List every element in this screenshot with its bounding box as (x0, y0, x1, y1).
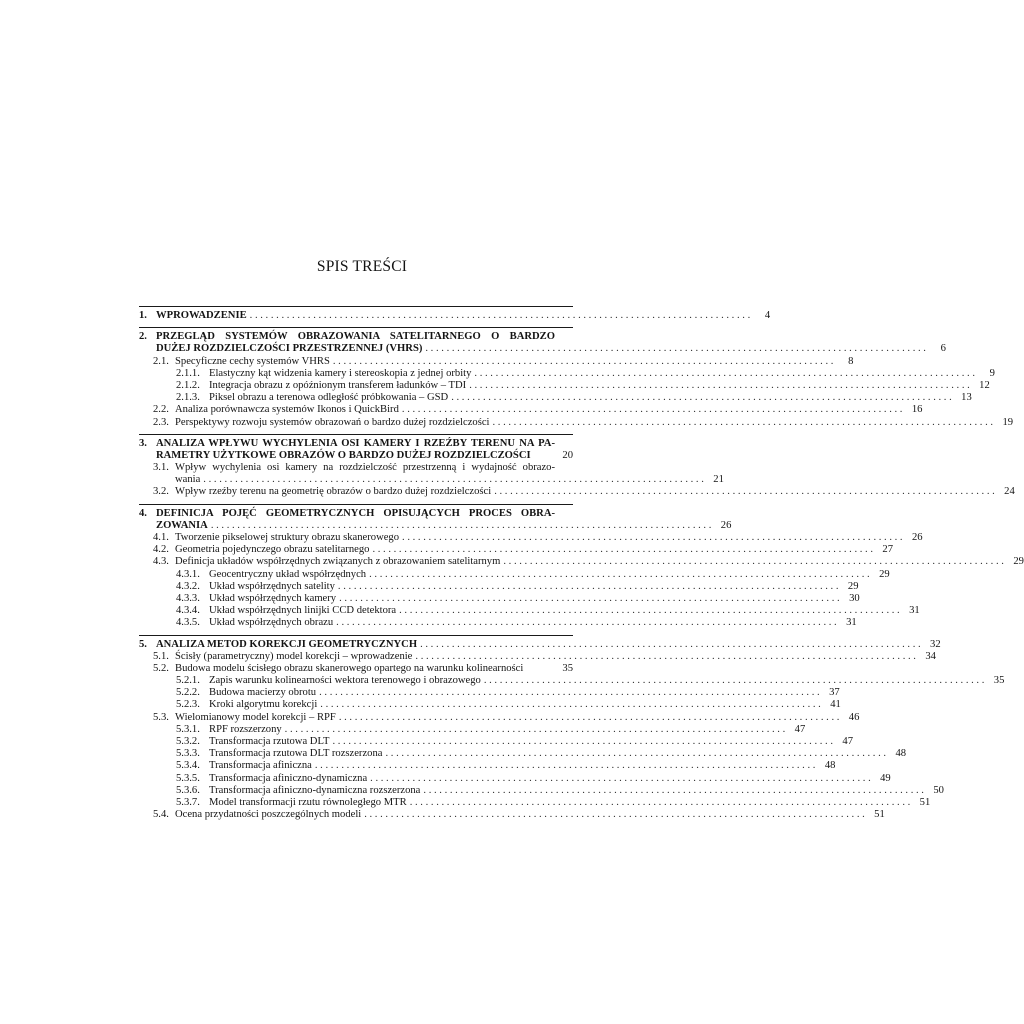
entry-title: Perspektywy rozwoju systemów obrazowań o bardzo dużej rozdzielczości (175, 416, 490, 428)
dot-leader (494, 486, 995, 498)
dot-leader (203, 474, 704, 486)
toc-entry[interactable] (139, 580, 859, 593)
entry-page: 29 (879, 568, 890, 580)
entry-number: 4.1. (153, 532, 169, 543)
entry-number: 5.3.7. (176, 796, 200, 808)
entry-number: 4.3.2. (176, 580, 200, 592)
entry-title: Specyficzne cechy systemów VHRS (175, 355, 330, 367)
toc-entry[interactable] (139, 544, 893, 556)
entry-number: 5.3.5. (176, 772, 200, 784)
entry-number: 2.3. (153, 416, 169, 428)
entry-title-line2: RAMETRY UŻYTKOWE OBRAZÓW O BARDZO DUŻEJ ROZDZIELCZOŚCI (156, 449, 531, 461)
entry-number: 2.1.1. (176, 367, 200, 379)
entry-page: 47 (842, 736, 853, 747)
toc-chapter-3 (139, 434, 1015, 499)
toc-entry[interactable] (139, 605, 920, 617)
toc-entry[interactable] (139, 532, 923, 544)
toc-entry[interactable] (139, 772, 891, 785)
entry-number: 4.3. (153, 556, 169, 568)
entry-page: 34 (925, 650, 936, 662)
page-title: SPIS TREŚCI (316, 258, 408, 275)
entry-number: 5. (139, 638, 147, 650)
entry-title: Geocentryczny układ współrzędnych (209, 568, 367, 580)
dot-leader (333, 356, 834, 368)
dot-leader (315, 760, 816, 772)
toc-entry[interactable] (139, 723, 806, 736)
dot-leader (415, 651, 916, 663)
entry-title-line1: ANALIZA WPŁYWU WYCHYLENIA OSI KAMERY I RZEŹBY TERENU NA PA- (156, 437, 555, 449)
entry-number: 4.3.3. (176, 592, 200, 604)
entry-number: 2. (139, 331, 147, 343)
entry-title: ANALIZA METOD KOREKCJI GEOMETRYCZNYCH (156, 638, 418, 650)
dot-leader (474, 368, 975, 380)
entry-title-line1: DEFINICJA POJĘĆ GEOMETRYCZNYCH OPISUJĄCYCH PROCES OBRA- (156, 507, 555, 519)
dot-leader (503, 556, 1004, 568)
toc-entry[interactable] (139, 438, 573, 450)
toc-chapter-5 (139, 635, 1005, 822)
entry-number: 5.4. (153, 809, 169, 821)
entry-number: 5.2.2. (176, 687, 200, 699)
entry-page: 8 (848, 355, 854, 367)
entry-title: Ścisły (parametryczny) model korekcji – wprowadzenie (175, 650, 413, 662)
entry-title: WPROWADZENIE (156, 310, 247, 321)
toc-entry[interactable] (139, 486, 1015, 498)
dot-leader (402, 532, 903, 544)
entry-page: 47 (794, 723, 806, 735)
toc-entry-continued[interactable] (139, 450, 573, 462)
toc-entry[interactable] (139, 355, 854, 368)
entry-page: 9 (989, 367, 995, 379)
entry-title: Piksel obrazu a terenowa odległość próbkowania – GSD (209, 392, 449, 404)
dot-leader (339, 712, 840, 724)
entry-title-line1: PRZEGLĄD SYSTEMÓW OBRAZOWANIA SATELITARNEGO O BARDZO (156, 331, 555, 343)
entry-number: 5.2.1. (176, 675, 200, 687)
entry-number: 4.2. (153, 544, 169, 556)
entry-page: 30 (849, 592, 860, 604)
entry-title: Układ współrzędnych satelity (209, 580, 335, 592)
entry-number: 5.3.4. (176, 760, 200, 772)
entry-title: Model transformacji rzutu równoległego MTR (209, 796, 407, 808)
dot-leader (484, 675, 985, 687)
entry-title-line2: ZOWANIA (156, 519, 208, 531)
entry-page: 31 (909, 605, 920, 617)
dot-leader (320, 699, 821, 711)
toc-entry[interactable] (139, 638, 941, 651)
entry-title: Budowa modelu ścisłego obrazu skanerowego opartego na warunku kolinearności (175, 662, 524, 674)
entry-title: Układ współrzędnych kamery (209, 592, 337, 604)
toc-chapter-1 (139, 306, 771, 322)
toc-entry[interactable] (139, 748, 907, 760)
entry-title: Transformacja rzutowa DLT (209, 736, 330, 747)
entry-page: 48 (824, 760, 836, 772)
entry-number: 4.3.4. (176, 605, 200, 617)
entry-page: 32 (930, 638, 941, 650)
entry-title: Kroki algorytmu korekcji (209, 699, 318, 711)
toc-entry[interactable] (139, 736, 853, 748)
toc-entry[interactable] (139, 650, 936, 663)
entry-number: 4.3.1. (176, 568, 200, 580)
dot-leader (370, 773, 871, 785)
entry-page: 48 (895, 748, 907, 760)
entry-title: Elastyczny kąt widzenia kamery i stereoskopia z jednej orbity (209, 367, 472, 379)
entry-number: 1. (139, 310, 147, 321)
entry-title: Układ współrzędnych obrazu (209, 617, 334, 629)
dot-leader (492, 417, 993, 429)
toc-entry[interactable] (139, 331, 573, 343)
toc-chapter-2 (139, 327, 1014, 429)
dot-leader (410, 797, 911, 809)
toc-entry[interactable] (139, 617, 857, 629)
toc-entry-continued[interactable] (139, 519, 732, 532)
entry-page: 46 (848, 711, 860, 723)
entry-number: 5.3.3. (176, 748, 200, 760)
toc-entry[interactable] (139, 711, 860, 724)
entry-number: 3.2. (153, 486, 169, 498)
toc-entry[interactable] (139, 310, 771, 322)
entry-title-line2: DUŻEJ ROZDZIELCZOŚCI PRZESTRZENNEJ (VHRS) (156, 343, 423, 355)
toc-entry[interactable] (139, 462, 573, 474)
toc-chapter-4 (139, 504, 1024, 630)
dot-leader (420, 639, 921, 651)
entry-number: 4.3.5. (176, 617, 200, 629)
dot-leader (336, 617, 837, 629)
dot-leader (339, 593, 840, 605)
toc-entry[interactable] (139, 760, 836, 772)
entry-page: 49 (880, 772, 891, 784)
toc-entry-continued[interactable] (139, 343, 946, 355)
entry-number: 2.1.2. (176, 379, 200, 391)
entry-title: Wielomianowy model korekcji – RPF (175, 711, 336, 723)
entry-title: Integracja obrazu z opóźnionym transferem ładunków – TDI (209, 379, 467, 391)
dot-leader (338, 581, 839, 593)
toc-entry[interactable] (139, 784, 944, 797)
entry-title: Zapis warunku kolinearności wektora terenowego i obrazowego (209, 675, 481, 687)
entry-page: 29 (1013, 556, 1024, 568)
entry-number: 5.3. (153, 711, 169, 723)
entry-page: 12 (979, 379, 990, 391)
entry-title: RPF rozszerzony (209, 723, 282, 735)
entry-title: Budowa macierzy obrotu (209, 687, 317, 699)
dot-leader (451, 392, 952, 404)
entry-title: Geometria pojedynczego obrazu satelitarnego (175, 544, 370, 556)
entry-title: Analiza porównawcza systemów Ikonos i QuickBird (175, 404, 399, 416)
toc-entry[interactable] (139, 416, 1014, 429)
entry-title-line1: Wpływ wychylenia osi kamery na rozdzielczość przestrzenną i wydajność obrazo- (175, 462, 555, 474)
toc-entry[interactable] (139, 687, 840, 699)
dot-leader (332, 736, 833, 748)
toc-entry[interactable] (139, 592, 860, 605)
toc-entry[interactable] (139, 663, 573, 675)
entry-page: 13 (961, 392, 972, 404)
entry-title: Tworzenie pikselowej struktury obrazu skanerowego (175, 532, 400, 543)
entry-title: Wpływ rzeźby terenu na geometrię obrazów o bardzo dużej rozdzielczości (175, 486, 492, 498)
entry-page: 29 (847, 580, 859, 592)
toc-entry[interactable] (139, 556, 1024, 568)
entry-title: Transformacja afiniczno-dynamiczna (209, 772, 368, 784)
dot-leader (425, 343, 926, 355)
toc-entry[interactable] (139, 675, 1005, 687)
entry-number: 5.3.1. (176, 723, 200, 735)
entry-page: 37 (829, 687, 840, 699)
entry-number: 4. (139, 507, 147, 519)
entry-number: 5.1. (153, 650, 169, 662)
dot-leader (423, 785, 924, 797)
toc-entry[interactable] (139, 392, 972, 404)
entry-page: 26 (720, 519, 732, 531)
toc-entry[interactable] (139, 796, 931, 809)
dot-leader (469, 380, 970, 392)
dot-leader (319, 687, 820, 699)
dot-leader (285, 724, 786, 736)
dot-leader (402, 404, 903, 416)
entry-number: 5.3.2. (176, 736, 200, 747)
entry-page: 27 (882, 544, 893, 556)
entry-page: 4 (764, 310, 771, 321)
entry-title: Definicja układów współrzędnych związanych z obrazowaniem satelitarnym (175, 556, 501, 568)
entry-number: 5.2. (153, 662, 169, 674)
entry-number: 5.2.3. (176, 699, 200, 711)
entry-page: 35 (562, 662, 573, 674)
entry-number: 2.1.3. (176, 392, 200, 404)
entry-title: Transformacja afiniczna (209, 760, 312, 772)
entry-page: 51 (874, 809, 885, 821)
entry-page: 16 (911, 404, 923, 416)
entry-page: 50 (933, 784, 944, 796)
toc-entry[interactable] (139, 699, 841, 711)
entry-page: 19 (1002, 416, 1014, 428)
entry-title-line2: wania (175, 474, 201, 486)
dot-leader (372, 544, 873, 556)
entry-number: 3.1. (153, 462, 169, 474)
dot-leader (364, 809, 865, 821)
table-of-contents (139, 306, 1024, 826)
entry-page: 41 (830, 699, 841, 711)
entry-page: 21 (713, 474, 724, 486)
toc-entry[interactable] (139, 404, 923, 416)
toc-entry-continued[interactable] (139, 474, 724, 486)
entry-page: 6 (940, 343, 946, 355)
entry-title: Układ współrzędnych linijki CCD detektora (209, 605, 397, 617)
toc-entry[interactable] (139, 508, 573, 520)
entry-page: 35 (993, 675, 1005, 687)
dot-leader (369, 569, 870, 581)
toc-entry[interactable] (139, 568, 890, 581)
entry-page: 20 (562, 449, 573, 461)
toc-entry[interactable] (139, 809, 885, 821)
toc-entry[interactable] (139, 379, 990, 392)
entry-page: 31 (846, 617, 857, 629)
dot-leader (385, 748, 886, 760)
entry-number: 5.3.6. (176, 784, 200, 796)
entry-title: Transformacja afiniczno-dynamiczna rozszerzona (209, 784, 421, 796)
entry-title: Transformacja rzutowa DLT rozszerzona (209, 748, 383, 760)
dot-leader (211, 520, 712, 532)
entry-number: 3. (139, 437, 147, 449)
entry-page: 24 (1004, 486, 1015, 498)
dot-leader (399, 605, 900, 617)
toc-entry[interactable] (139, 367, 995, 380)
entry-page: 26 (911, 532, 923, 543)
entry-title: Ocena przydatności poszczególnych modeli (175, 809, 362, 821)
entry-page: 51 (919, 796, 931, 808)
entry-number: 2.1. (153, 355, 169, 367)
dot-leader (250, 310, 751, 322)
entry-number: 2.2. (153, 404, 169, 416)
